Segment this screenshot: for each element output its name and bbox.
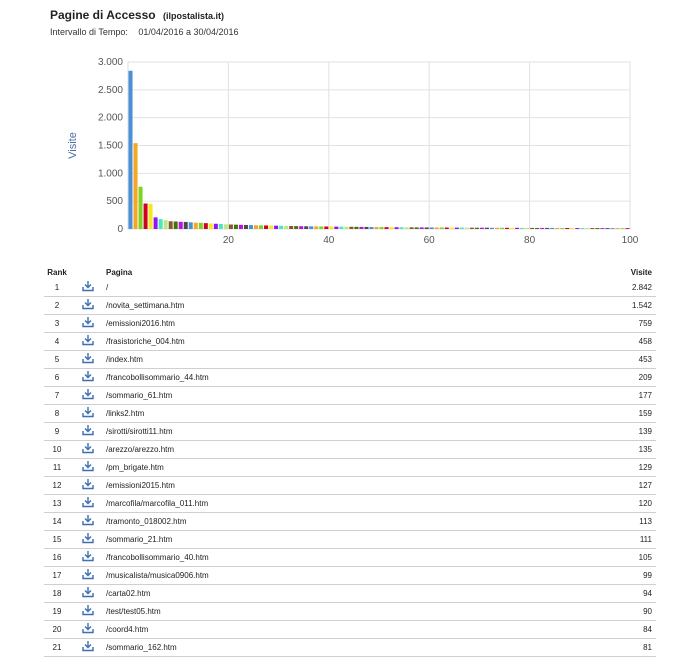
table-row — [44, 369, 656, 387]
interval-label: Intervallo di Tempo: — [50, 27, 128, 37]
bar — [279, 226, 283, 229]
bar — [274, 226, 278, 229]
bar — [550, 228, 554, 229]
row-page-link[interactable]: /sommario_162.htm — [106, 639, 562, 657]
row-page-link[interactable]: /emissioni2016.htm — [106, 315, 562, 333]
bar — [234, 225, 238, 229]
row-rank: 6 — [44, 369, 70, 387]
row-visits: 759 — [562, 315, 656, 333]
download-icon[interactable] — [70, 549, 106, 567]
row-page-link[interactable]: /frasistoriche_004.htm — [106, 333, 562, 351]
bar — [415, 227, 419, 229]
row-page-link[interactable]: /marcofila/marcofila_011.htm — [106, 495, 562, 513]
bar — [134, 143, 138, 229]
row-page-link[interactable]: /musicalista/musica0906.htm — [106, 567, 562, 585]
bar — [580, 228, 584, 229]
bar — [445, 228, 449, 229]
bar — [425, 227, 429, 229]
table-row — [44, 513, 656, 531]
row-visits: 84 — [562, 621, 656, 639]
row-rank: 21 — [44, 639, 70, 657]
download-icon[interactable] — [70, 477, 106, 495]
bar — [374, 227, 378, 229]
row-visits: 113 — [562, 513, 656, 531]
bar — [174, 221, 178, 229]
report-title — [50, 8, 224, 22]
bar — [495, 228, 499, 229]
bar — [289, 226, 293, 229]
download-icon[interactable] — [70, 369, 106, 387]
bar — [144, 204, 148, 229]
download-icon[interactable] — [70, 441, 106, 459]
bar — [294, 226, 298, 229]
row-page-link[interactable]: / — [106, 279, 562, 297]
bar — [314, 226, 318, 229]
bar — [485, 228, 489, 229]
row-visits: 90 — [562, 603, 656, 621]
bar — [214, 224, 218, 229]
bar — [625, 228, 629, 229]
row-page-link[interactable]: /francobollisommario_40.htm — [106, 549, 562, 567]
row-page-link[interactable]: /test/test05.htm — [106, 603, 562, 621]
download-icon[interactable] — [70, 621, 106, 639]
row-rank: 14 — [44, 513, 70, 531]
bar — [595, 228, 599, 229]
bar — [590, 228, 594, 229]
table-row — [44, 549, 656, 567]
row-visits: 1.542 — [562, 297, 656, 315]
bar — [440, 227, 444, 229]
bar — [515, 228, 519, 229]
bar — [555, 228, 559, 229]
bar — [204, 223, 208, 229]
row-rank: 1 — [44, 279, 70, 297]
x-tick-label: 80 — [524, 235, 536, 246]
bar — [299, 226, 303, 229]
bar — [565, 228, 569, 229]
bar — [410, 227, 414, 229]
bar — [435, 227, 439, 229]
bar — [229, 224, 233, 229]
bar — [460, 228, 464, 229]
download-icon[interactable] — [70, 423, 106, 441]
row-rank: 2 — [44, 297, 70, 315]
x-tick-label: 20 — [222, 235, 234, 246]
row-rank: 3 — [44, 315, 70, 333]
bar — [465, 228, 469, 229]
bar — [224, 224, 228, 229]
bar — [500, 228, 504, 229]
bar — [480, 228, 484, 229]
download-icon[interactable] — [70, 351, 106, 369]
bar — [369, 227, 373, 229]
bar — [610, 228, 614, 229]
bar — [344, 227, 348, 229]
row-visits: 120 — [562, 495, 656, 513]
y-tick-label: 1.000 — [97, 168, 123, 180]
bar — [349, 227, 353, 229]
bar — [505, 228, 509, 229]
table-row — [44, 459, 656, 477]
site-name: (ilpostalista.it) — [162, 11, 224, 21]
table-row — [44, 585, 656, 603]
bar — [334, 227, 338, 229]
table-row — [44, 423, 656, 441]
table-row — [44, 333, 656, 351]
bar — [405, 227, 409, 229]
row-rank: 16 — [44, 549, 70, 567]
download-icon[interactable] — [70, 495, 106, 513]
table-body — [44, 279, 656, 657]
y-tick-label: 3.000 — [97, 57, 123, 68]
bar — [284, 226, 288, 229]
row-rank: 5 — [44, 351, 70, 369]
table-row — [44, 315, 656, 333]
table-row — [44, 387, 656, 405]
row-visits: 209 — [562, 369, 656, 387]
report-title-text: Pagine di Accesso — [50, 8, 156, 22]
bar — [535, 228, 539, 229]
download-icon[interactable] — [70, 405, 106, 423]
bar — [364, 227, 368, 229]
col-header-icon — [70, 265, 106, 279]
bar — [575, 228, 579, 229]
row-visits: 139 — [562, 423, 656, 441]
bar — [510, 228, 514, 229]
download-icon[interactable] — [70, 585, 106, 603]
bar — [209, 223, 213, 229]
bar — [194, 223, 198, 229]
table-row — [44, 531, 656, 549]
table-row — [44, 441, 656, 459]
bar — [169, 221, 173, 229]
y-tick-label: 0 — [117, 224, 123, 235]
row-visits: 177 — [562, 387, 656, 405]
download-icon[interactable] — [70, 315, 106, 333]
row-page-link[interactable]: /pm_brigate.htm — [106, 459, 562, 477]
row-page-link[interactable]: /sirotti/sirotti11.htm — [106, 423, 562, 441]
row-page-link[interactable]: /links2.htm — [106, 405, 562, 423]
row-rank: 7 — [44, 387, 70, 405]
bar — [450, 228, 454, 229]
table-row — [44, 297, 656, 315]
row-page-link[interactable]: /carta02.htm — [106, 585, 562, 603]
bar — [560, 228, 564, 229]
bar — [129, 71, 133, 229]
row-page-link[interactable]: /emissioni2015.htm — [106, 477, 562, 495]
x-tick-label: 100 — [621, 235, 639, 246]
pages-table — [44, 265, 656, 657]
y-tick-label: 2.500 — [97, 84, 123, 96]
row-page-link[interactable]: /francobollisommario_44.htm — [106, 369, 562, 387]
row-page-link[interactable]: /novita_settimana.htm — [106, 297, 562, 315]
bar — [304, 226, 308, 229]
row-rank: 15 — [44, 531, 70, 549]
row-visits: 458 — [562, 333, 656, 351]
row-visits: 127 — [562, 477, 656, 495]
download-icon[interactable] — [70, 567, 106, 585]
bar — [390, 227, 394, 229]
bar — [585, 228, 589, 229]
bar — [354, 227, 358, 229]
row-rank: 17 — [44, 567, 70, 585]
y-tick-label: 2.000 — [97, 112, 123, 124]
row-visits: 111 — [562, 531, 656, 549]
download-icon[interactable] — [70, 531, 106, 549]
bar — [319, 226, 323, 229]
row-rank: 19 — [44, 603, 70, 621]
col-header-visits: Visite — [630, 267, 652, 277]
row-page-link[interactable]: /sommario_61.htm — [106, 387, 562, 405]
bar — [254, 225, 258, 229]
row-rank: 10 — [44, 441, 70, 459]
download-icon[interactable] — [70, 297, 106, 315]
bar — [329, 227, 333, 229]
bar — [219, 224, 223, 229]
bar — [620, 228, 624, 229]
bar — [164, 220, 168, 229]
row-rank: 18 — [44, 585, 70, 603]
col-header-rank: Rank — [47, 267, 67, 277]
bar — [455, 228, 459, 229]
bar — [600, 228, 604, 229]
bar — [244, 225, 248, 229]
bar — [470, 228, 474, 229]
bar — [525, 228, 529, 229]
bar — [380, 227, 384, 229]
visits-bar-chart — [0, 50, 700, 255]
table-row — [44, 639, 656, 657]
bar — [324, 226, 328, 229]
table-row — [44, 405, 656, 423]
bar — [269, 226, 273, 229]
row-visits: 81 — [562, 639, 656, 657]
table-header-row — [44, 265, 656, 279]
table-row — [44, 621, 656, 639]
row-page-link[interactable]: /sommario_21.htm — [106, 531, 562, 549]
table-row — [44, 567, 656, 585]
table-row — [44, 495, 656, 513]
bar — [545, 228, 549, 229]
bar — [530, 228, 534, 229]
row-rank: 9 — [44, 423, 70, 441]
bar — [490, 228, 494, 229]
bar — [570, 228, 574, 229]
bar — [199, 223, 203, 229]
bar — [184, 222, 188, 229]
row-rank: 13 — [44, 495, 70, 513]
col-header-page: Pagina — [106, 267, 133, 277]
row-page-link[interactable]: /tramonto_018002.htm — [106, 513, 562, 531]
bar — [239, 225, 243, 229]
bar — [615, 228, 619, 229]
bar — [430, 227, 434, 229]
download-icon[interactable] — [70, 603, 106, 621]
y-axis-label: Visite — [67, 132, 79, 159]
x-tick-label: 40 — [323, 235, 335, 246]
bar — [475, 228, 479, 229]
bar — [159, 219, 163, 229]
row-visits: 2.842 — [562, 279, 656, 297]
download-icon[interactable] — [70, 279, 106, 297]
bar — [149, 204, 153, 229]
bar — [520, 228, 524, 229]
bar — [339, 227, 343, 229]
bar — [385, 227, 389, 229]
bar — [395, 227, 399, 229]
y-tick-label: 500 — [106, 196, 123, 208]
bar — [605, 228, 609, 229]
row-rank: 4 — [44, 333, 70, 351]
row-rank: 8 — [44, 405, 70, 423]
interval-value: 01/04/2016 a 30/04/2016 — [138, 27, 239, 37]
bar — [400, 227, 404, 229]
table-row — [44, 279, 656, 297]
row-visits: 453 — [562, 351, 656, 369]
x-tick-label: 60 — [423, 235, 435, 246]
row-visits: 94 — [562, 585, 656, 603]
download-icon[interactable] — [70, 639, 106, 657]
row-visits: 135 — [562, 441, 656, 459]
bar — [264, 225, 268, 229]
row-page-link[interactable]: /index.htm — [106, 351, 562, 369]
bar — [154, 217, 158, 229]
download-icon[interactable] — [70, 513, 106, 531]
time-interval — [50, 27, 239, 37]
row-page-link[interactable]: /coord4.htm — [106, 621, 562, 639]
bar — [179, 222, 183, 229]
table-row — [44, 603, 656, 621]
row-visits: 129 — [562, 459, 656, 477]
bar — [139, 187, 143, 229]
y-tick-label: 1.500 — [97, 140, 123, 152]
row-rank: 12 — [44, 477, 70, 495]
bar — [420, 227, 424, 229]
row-rank: 20 — [44, 621, 70, 639]
bar — [259, 225, 263, 229]
download-icon[interactable] — [70, 387, 106, 405]
bar — [540, 228, 544, 229]
table-row — [44, 477, 656, 495]
row-rank: 11 — [44, 459, 70, 477]
row-visits: 159 — [562, 405, 656, 423]
download-icon[interactable] — [70, 459, 106, 477]
bar — [309, 226, 313, 229]
row-page-link[interactable]: /arezzo/arezzo.htm — [106, 441, 562, 459]
bar — [189, 222, 193, 229]
download-icon[interactable] — [70, 333, 106, 351]
table-row — [44, 351, 656, 369]
row-visits: 99 — [562, 567, 656, 585]
bar — [249, 225, 253, 229]
row-visits: 105 — [562, 549, 656, 567]
bar — [359, 227, 363, 229]
